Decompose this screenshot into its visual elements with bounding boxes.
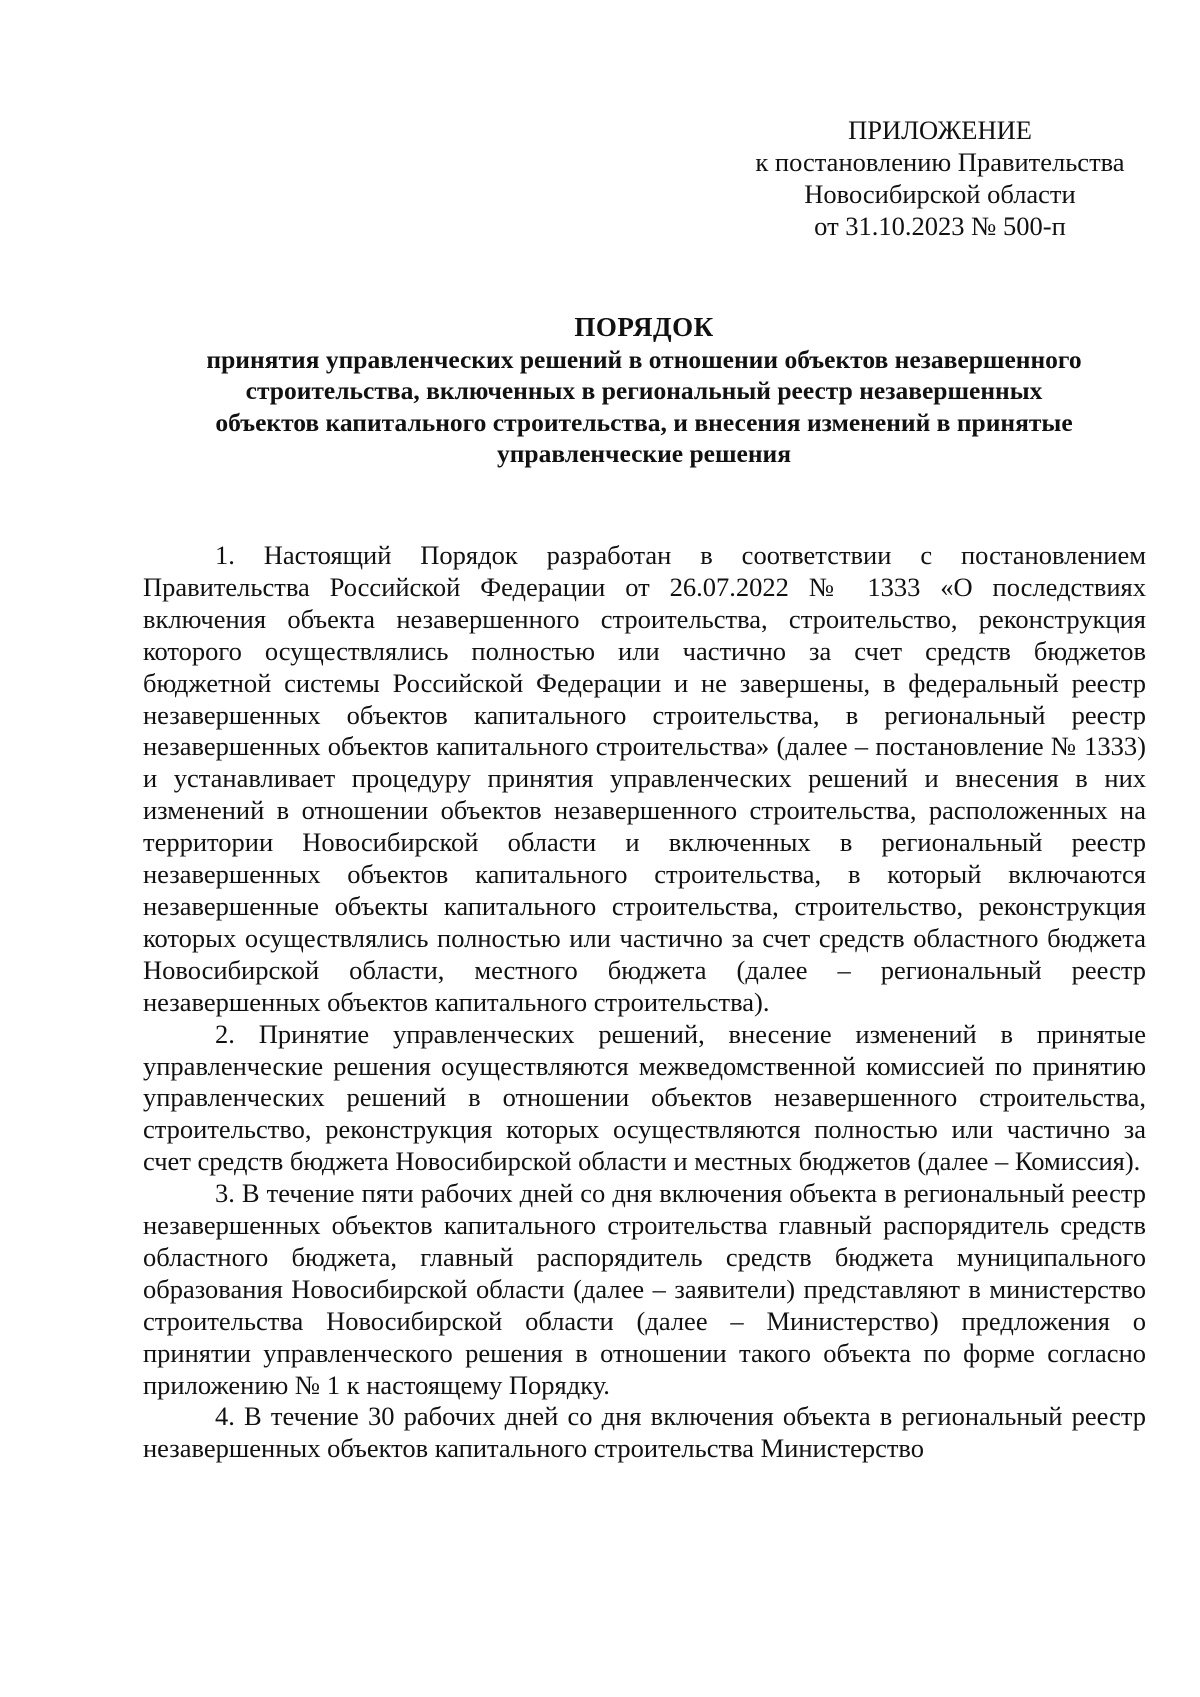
title-line-1: принятия управленческих решений в отношении объектов незавершенного	[206, 344, 1082, 374]
title-line-3: объектов капитального строительства, и внесения изменений в принятые	[215, 407, 1073, 437]
title-heading: ПОРЯДОК	[574, 312, 714, 342]
appendix-reference: к постановлению Правительства	[755, 147, 1125, 177]
appendix-title: ПРИЛОЖЕНИЕ	[848, 115, 1032, 145]
paragraph-2: 2. Принятие управленческих решений, внесение изменений в принятые управленческие решения осуществляются межведомственной комиссией по принятию управленческих решений в отношении объектов незавершенного строительства, строительство, реконструкция которых осуществляются полностью или частично за счет средств бюджета Новосибирской области и местных бюджетов (далее – Комиссия).	[143, 1018, 1146, 1177]
document-title	[140, 312, 1148, 470]
title-line-2: строительства, включенных в региональный реестр незавершенных	[245, 376, 1043, 405]
appendix-region: Новосибирской области	[804, 179, 1076, 209]
document-body	[143, 540, 1146, 1465]
appendix-header	[720, 114, 1160, 242]
title-line-4: управленческие решения	[496, 439, 792, 468]
paragraph-3: 3. В течение пяти рабочих дней со дня включения объекта в региональный реестр незавершенных объектов капитального строительства главный распорядитель средств областного бюджета, главный распорядитель средств бюджета муниципального образования Новосибирской области (далее – заявители) представляют в министерство строительства Новосибирской области (далее – Министерство) предложения о принятии управленческого решения в отношении такого объекта по форме согласно приложению № 1 к настоящему Порядку.	[143, 1178, 1146, 1400]
paragraph-1: 1. Настоящий Порядок разработан в соответствии с постановлением Правительства Российской Федерации от 26.07.2022 № 1333 «О последствиях включения объекта незавершенного строительства, строительство, реконструкция которого осуществлялись полностью или частично за счет средств бюджетов бюджетной системы Российской Федерации и не завершены, в федеральный реестр незавершенных объектов капитального строительства, в региональный реестр незавершенных объектов капитального строительства» (далее – постановление № 1333) и устанавливает процедуру принятия управленческих решений и внесения в них изменений в отношении объектов незавершенного строительства, расположенных на территории Новосибирской области и включенных в региональный реестр незавершенных объектов капитального строительства, в который включаются незавершенные объекты капитального строительства, строительство, реконструкция которых осуществлялись полностью или частично за счет средств областного бюджета Новосибирской области, местного бюджета (далее – региональный реестр незавершенных объектов капитального строительства).	[143, 540, 1146, 1017]
appendix-date-number: от 31.10.2023 № 500-п	[814, 211, 1066, 241]
paragraph-4: 4. В течение 30 рабочих дней со дня включения объекта в региональный реестр незавершенных объектов капитального строительства Министерство	[143, 1401, 1146, 1464]
